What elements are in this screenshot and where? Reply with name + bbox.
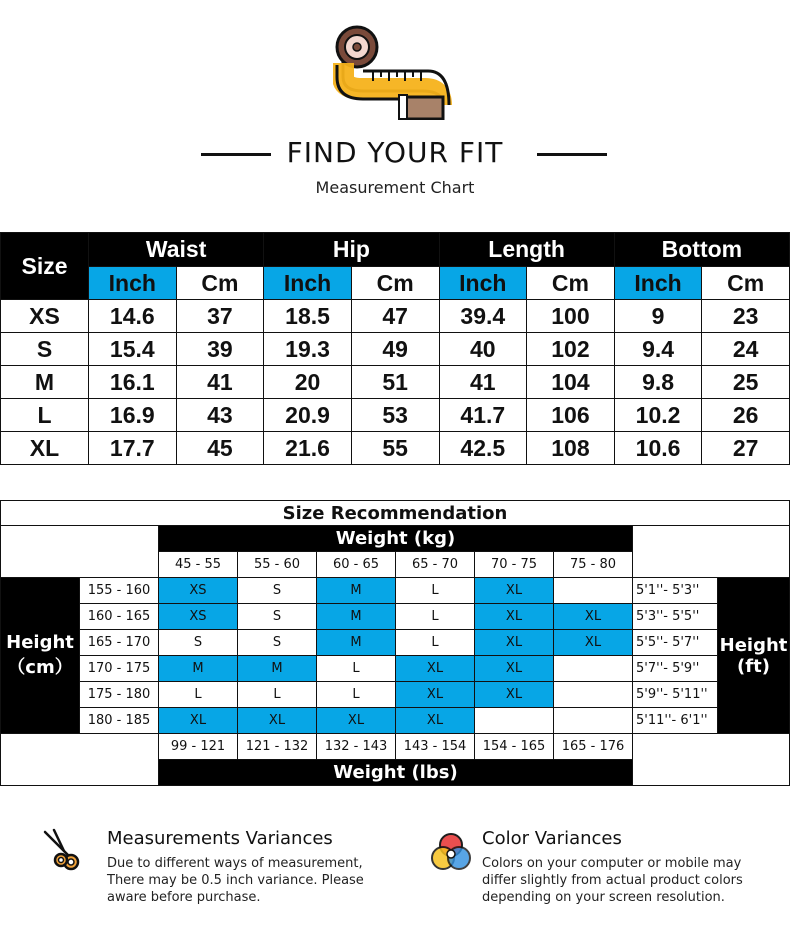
size-cell — [554, 682, 633, 708]
value-cell: 10.2 — [614, 399, 702, 432]
value-cell: 15.4 — [89, 333, 177, 366]
size-cell: S — [1, 333, 89, 366]
height-cm-cell: 180 - 185 — [80, 708, 159, 734]
height-cm-cell: 155 - 160 — [80, 578, 159, 604]
height-ft-cell: 5'7''- 5'9'' — [633, 656, 718, 682]
color-circles-icon — [428, 830, 474, 876]
table-row — [1, 399, 790, 432]
weight-kg-header: Weight (kg) — [159, 526, 633, 552]
value-cell: 104 — [527, 366, 615, 399]
height-cm-cell: 160 - 165 — [80, 604, 159, 630]
size-cell: M — [1, 366, 89, 399]
value-cell: 100 — [527, 300, 615, 333]
value-cell: 26 — [702, 399, 790, 432]
size-cell: XL — [475, 682, 554, 708]
unit-cm: Cm — [702, 267, 790, 300]
table-row — [1, 432, 790, 465]
value-cell: 41.7 — [439, 399, 527, 432]
value-cell: 19.3 — [264, 333, 352, 366]
size-cell: S — [238, 578, 317, 604]
title-rule-right — [537, 153, 607, 156]
color-variances-title: Color Variances — [482, 828, 622, 849]
value-cell: 55 — [351, 432, 439, 465]
value-cell: 16.9 — [89, 399, 177, 432]
size-cell: L — [317, 656, 396, 682]
value-cell: 106 — [527, 399, 615, 432]
size-cell: XS — [159, 578, 238, 604]
size-header: Size — [1, 233, 89, 300]
value-cell: 21.6 — [264, 432, 352, 465]
value-cell: 39 — [176, 333, 264, 366]
table-row — [1, 630, 790, 656]
size-cell: XL — [396, 708, 475, 734]
corner-blank — [633, 526, 790, 578]
size-cell: M — [317, 578, 396, 604]
weight-lbs-cell: 121 - 132 — [238, 734, 317, 760]
value-cell: 43 — [176, 399, 264, 432]
size-cell: L — [396, 630, 475, 656]
size-recommendation-table — [0, 500, 790, 786]
value-cell: 41 — [439, 366, 527, 399]
unit-cm: Cm — [176, 267, 264, 300]
value-cell: 9.4 — [614, 333, 702, 366]
measurement-table — [0, 232, 790, 465]
size-cell: XL — [159, 708, 238, 734]
unit-inch: Inch — [264, 267, 352, 300]
height-cm-label: Height （cm） — [1, 578, 80, 734]
size-cell: M — [317, 604, 396, 630]
unit-inch: Inch — [614, 267, 702, 300]
size-cell: XS — [1, 300, 89, 333]
table-row — [1, 366, 790, 399]
unit-inch: Inch — [439, 267, 527, 300]
value-cell: 51 — [351, 366, 439, 399]
value-cell: 9.8 — [614, 366, 702, 399]
measurement-variances-title: Measurements Variances — [107, 828, 333, 849]
value-cell: 53 — [351, 399, 439, 432]
corner-blank — [1, 526, 159, 578]
size-cell: L — [1, 399, 89, 432]
scissors-icon — [40, 827, 86, 873]
weight-lbs-cell: 165 - 176 — [554, 734, 633, 760]
title-row — [0, 136, 790, 172]
value-cell: 45 — [176, 432, 264, 465]
group-header-length: Length — [439, 233, 614, 267]
weight-kg-cell: 45 - 55 — [159, 552, 238, 578]
size-cell: XL — [238, 708, 317, 734]
value-cell: 23 — [702, 300, 790, 333]
measurement-variances-text: Due to different ways of measurement, There may be 0.5 inch variance. Please aware before purchase. — [107, 856, 364, 905]
table-row — [1, 333, 790, 366]
table-row — [1, 578, 790, 604]
value-cell: 24 — [702, 333, 790, 366]
value-cell: 41 — [176, 366, 264, 399]
size-cell: L — [159, 682, 238, 708]
weight-lbs-header: Weight (lbs) — [159, 760, 633, 786]
size-cell — [554, 578, 633, 604]
table-row — [1, 656, 790, 682]
weight-kg-cell: 60 - 65 — [317, 552, 396, 578]
size-cell: M — [159, 656, 238, 682]
size-cell: M — [317, 630, 396, 656]
value-cell: 37 — [176, 300, 264, 333]
value-cell: 20 — [264, 366, 352, 399]
weight-lbs-cell: 132 - 143 — [317, 734, 396, 760]
size-cell: L — [396, 604, 475, 630]
value-cell: 39.4 — [439, 300, 527, 333]
height-cm-cell: 165 - 170 — [80, 630, 159, 656]
color-variances-text: Colors on your computer or mobile may differ slightly from actual product colors depending on your screen resolution. — [482, 856, 743, 905]
height-cm-cell: 170 - 175 — [80, 656, 159, 682]
weight-kg-cell: 75 - 80 — [554, 552, 633, 578]
height-ft-cell: 5'1''- 5'3'' — [633, 578, 718, 604]
tape-measure-icon — [333, 25, 453, 120]
group-header-waist: Waist — [89, 233, 264, 267]
weight-lbs-cell: 154 - 165 — [475, 734, 554, 760]
value-cell: 17.7 — [89, 432, 177, 465]
size-cell — [475, 708, 554, 734]
recommendation-title: Size Recommendation — [1, 501, 790, 526]
size-cell — [554, 708, 633, 734]
size-cell: M — [238, 656, 317, 682]
value-cell: 20.9 — [264, 399, 352, 432]
unit-cm: Cm — [527, 267, 615, 300]
corner-blank — [1, 734, 159, 786]
weight-kg-cell: 65 - 70 — [396, 552, 475, 578]
height-ft-cell: 5'5''- 5'7'' — [633, 630, 718, 656]
unit-inch: Inch — [89, 267, 177, 300]
size-cell: L — [317, 682, 396, 708]
size-cell: XL — [554, 630, 633, 656]
weight-kg-cell: 55 - 60 — [238, 552, 317, 578]
value-cell: 27 — [702, 432, 790, 465]
group-header-bottom: Bottom — [614, 233, 789, 267]
size-cell: XL — [1, 432, 89, 465]
value-cell: 108 — [527, 432, 615, 465]
value-cell: 40 — [439, 333, 527, 366]
value-cell: 10.6 — [614, 432, 702, 465]
size-cell: XL — [396, 682, 475, 708]
size-cell: XL — [317, 708, 396, 734]
value-cell: 47 — [351, 300, 439, 333]
table-row — [1, 682, 790, 708]
size-cell: XL — [475, 604, 554, 630]
size-cell — [554, 656, 633, 682]
size-cell: XL — [475, 656, 554, 682]
value-cell: 49 — [351, 333, 439, 366]
size-cell: XL — [475, 630, 554, 656]
size-cell: L — [396, 578, 475, 604]
weight-lbs-cell: 99 - 121 — [159, 734, 238, 760]
table-row — [1, 300, 790, 333]
value-cell: 16.1 — [89, 366, 177, 399]
value-cell: 102 — [527, 333, 615, 366]
height-ft-cell: 5'11''- 6'1'' — [633, 708, 718, 734]
group-header-hip: Hip — [264, 233, 439, 267]
height-ft-cell: 5'9''- 5'11'' — [633, 682, 718, 708]
size-cell: XS — [159, 604, 238, 630]
page-subtitle: Measurement Chart — [315, 178, 475, 197]
table-row — [1, 604, 790, 630]
weight-lbs-cell: 143 - 154 — [396, 734, 475, 760]
height-ft-cell: 5'3''- 5'5'' — [633, 604, 718, 630]
size-cell: S — [159, 630, 238, 656]
height-cm-cell: 175 - 180 — [80, 682, 159, 708]
unit-cm: Cm — [351, 267, 439, 300]
height-ft-label: Height (ft) — [718, 578, 790, 734]
page-title: FIND YOUR FIT — [286, 136, 504, 169]
table-row — [1, 708, 790, 734]
size-cell: S — [238, 630, 317, 656]
value-cell: 14.6 — [89, 300, 177, 333]
value-cell: 42.5 — [439, 432, 527, 465]
value-cell: 9 — [614, 300, 702, 333]
size-cell: L — [238, 682, 317, 708]
value-cell: 18.5 — [264, 300, 352, 333]
size-cell: XL — [475, 578, 554, 604]
size-cell: XL — [554, 604, 633, 630]
value-cell: 25 — [702, 366, 790, 399]
size-cell: XL — [396, 656, 475, 682]
corner-blank — [633, 734, 790, 786]
weight-kg-cell: 70 - 75 — [475, 552, 554, 578]
size-cell: S — [238, 604, 317, 630]
